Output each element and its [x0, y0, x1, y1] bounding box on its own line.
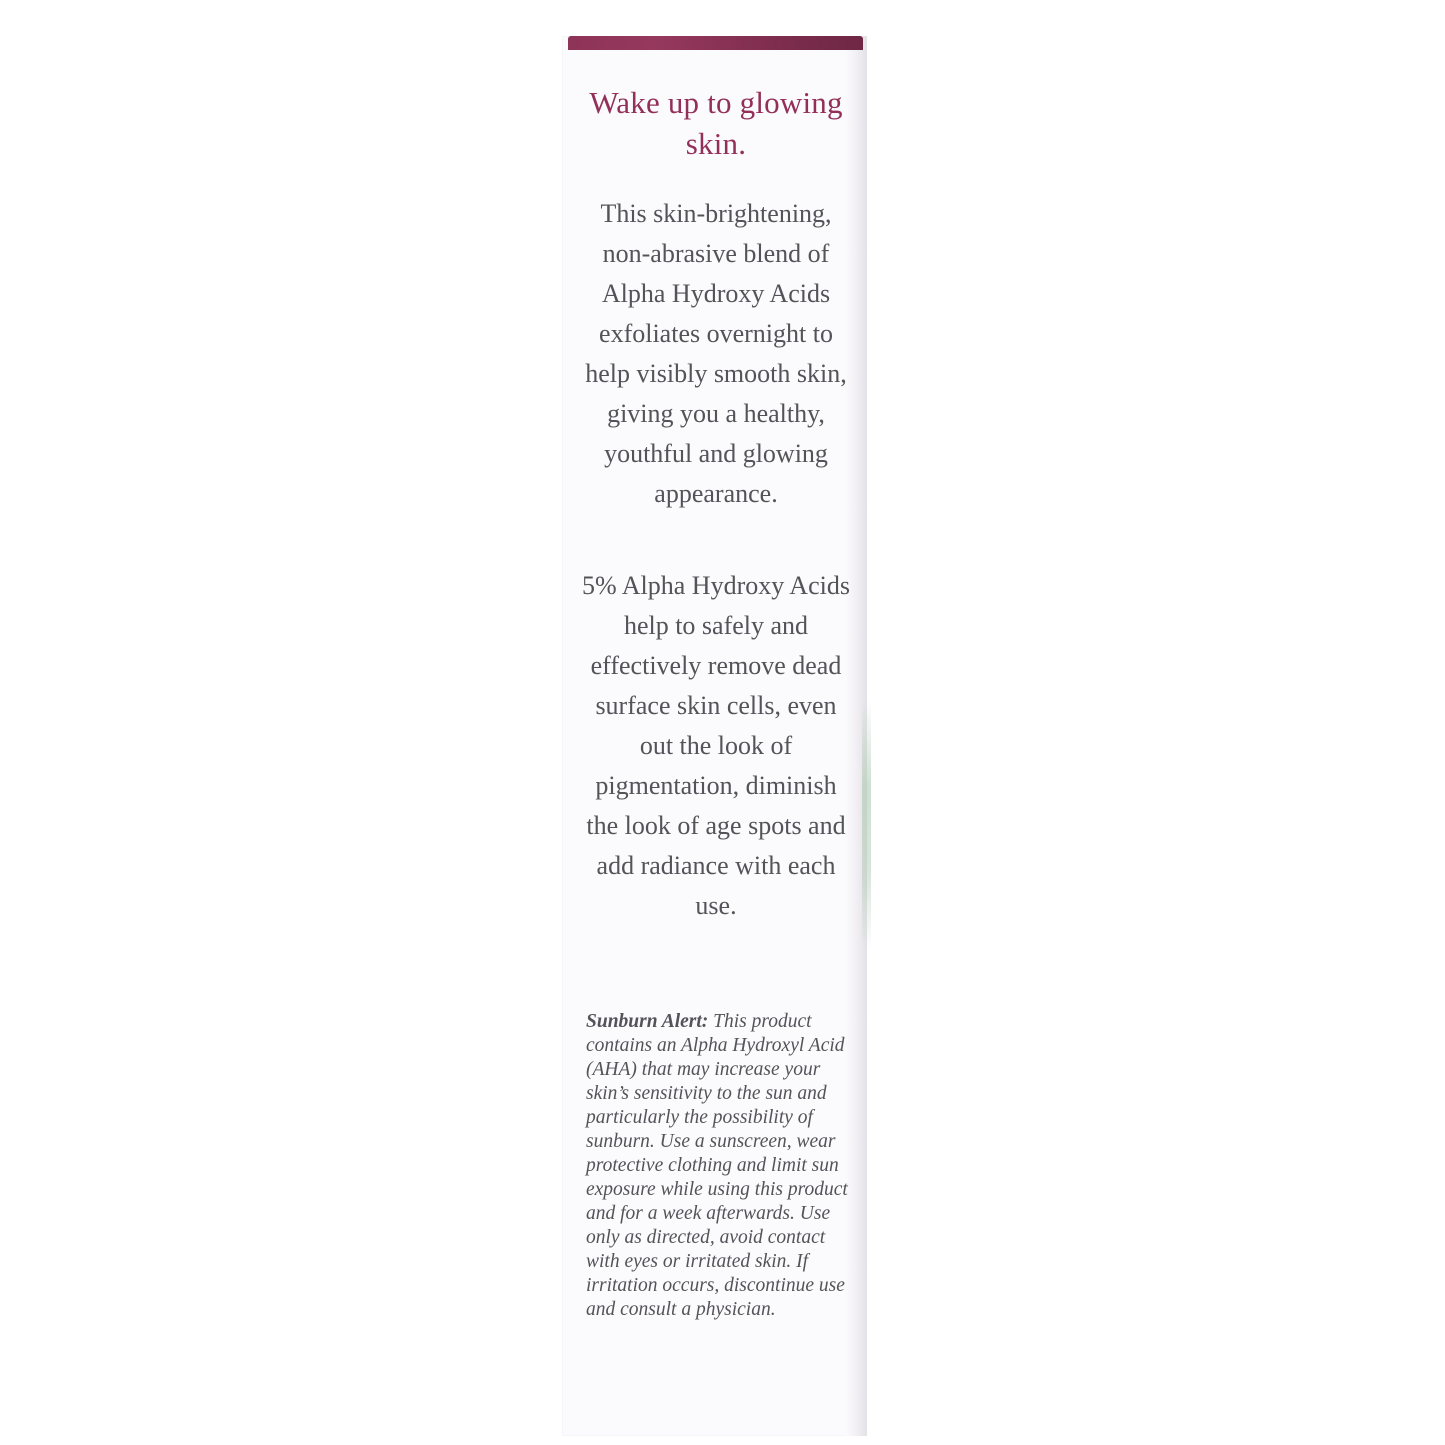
panel-text-block	[580, 70, 852, 926]
sunburn-alert-block	[586, 1010, 854, 1322]
panel-paragraph-secondary: 5% Alpha Hydroxy Acids help to safely and effectively remove dead surface skin cells, even out the look of pigmentation, diminish the look of age spots and add radiance with each use.	[582, 571, 850, 920]
panel-paragraph-primary: This skin-brightening, non-abrasive blend of Alpha Hydroxy Acids exfoliates overnight to help visibly smooth skin, giving you a healthy, youthful and glowing appearance.	[585, 199, 847, 508]
sunburn-alert-label: Sunburn Alert:	[586, 1011, 709, 1032]
sunburn-alert-text: This product contains an Alpha Hydroxyl Acid (AHA) that may increase your skin’s sensitivity to the sun and particularly the possibility of sunburn. Use a sunscreen, wear protective clothing and limit sun exposure while using this product and for a week afterwards. Use only as directed, avoid contact with eyes or irritated skin. If irritation occurs, discontinue use and consult a physician.	[586, 1011, 848, 1320]
carton-top-strip	[568, 36, 863, 50]
panel-headline: Wake up to glowing skin.	[589, 85, 843, 161]
adjacent-panel-green-hint	[862, 700, 871, 950]
